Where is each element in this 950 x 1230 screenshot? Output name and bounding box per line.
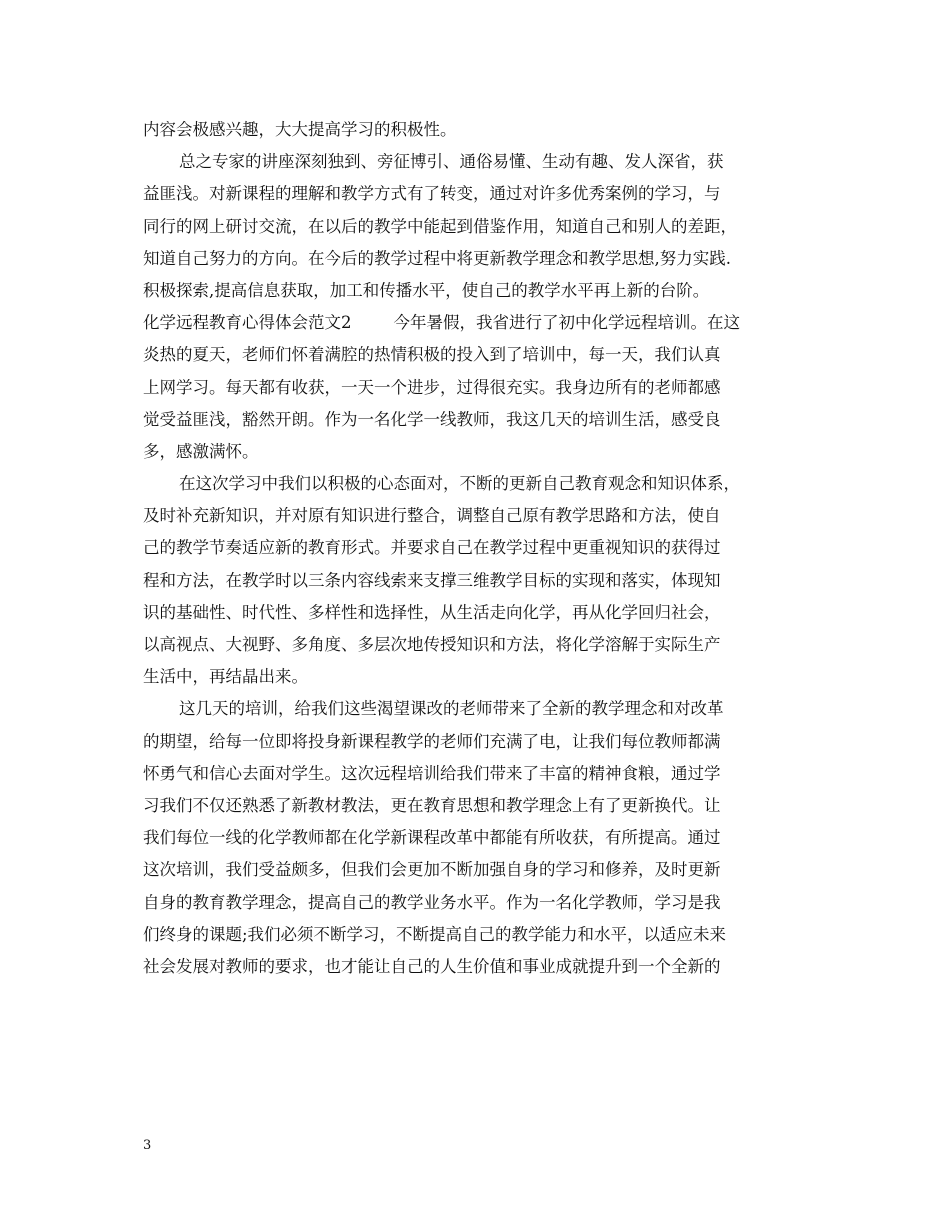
body-line: 这几天的培训，给我们这些渴望课改的老师带来了全新的教学理念和对改革: [179, 699, 724, 719]
body-line: 积极探索,提高信息获取，加工和传播水平，使自己的教学水平再上新的台阶。: [143, 280, 710, 300]
body-line: 以高视点、大视野、多角度、多层次地传授知识和方法，将化学溶解于实际生产: [143, 635, 721, 654]
body-line: 多，感激满怀。: [143, 441, 259, 461]
body-line-with-heading: [143, 307, 823, 339]
body-line: 总之专家的讲座深刻独到、旁征博引、通俗易懂、生动有趣、发人深省，获: [179, 152, 724, 172]
body-line: 内容会极感兴趣，大大提高学习的积极性。: [143, 120, 457, 139]
body-line: 觉受益匪浅，豁然开朗。作为一名化学一线教师，我这几天的培训生活，感受良: [143, 409, 721, 429]
body-line: 知道自己努力的方向。在今后的教学过程中将更新教学理念和教学思想,努力实践.: [143, 248, 731, 268]
body-line: 己的教学节奏适应新的教育形式。并要求自己在教学过程中更重视知识的获得过: [143, 538, 721, 558]
body-line: 自身的教育教学理念，提高自己的教学业务水平。作为一名化学教师，学习是我: [143, 892, 721, 912]
body-line: 这次培训，我们受益颇多，但我们会更加不断加强自身的学习和修养，及时更新: [143, 860, 721, 880]
body-line: 们终身的课题;我们必须不断学习，不断提高自己的教学能力和水平，以适应未来: [143, 924, 727, 944]
body-line: 在这次学习中我们以积极的心态面对，不断的更新自己教育观念和知识体系，: [179, 474, 740, 494]
body-line: 上网学习。每天都有收获，一天一个进步，过得很充实。我身边所有的老师都感: [143, 377, 721, 397]
body-line: 同行的网上研讨交流，在以后的教学中能起到借鉴作用，知道自己和别人的差距，: [143, 216, 737, 236]
body-line: 的期望，给每一位即将投身新课程教学的老师们充满了电，让我们每位教师都满: [143, 731, 721, 751]
document-body: [143, 114, 823, 983]
body-line: 程和方法，在教学时以三条内容线索来支撑三维教学目标的实现和落实，体现知: [143, 570, 721, 590]
body-line: 益匪浅。对新课程的理解和教学方式有了转变，通过对许多优秀案例的学习，与: [143, 184, 721, 204]
body-text: 今年暑假，我省进行了初中化学远程培训。在这: [393, 313, 740, 333]
body-line: 我们每位一线的化学教师都在化学新课程改革中都能有所收获，有所提高。通过: [143, 828, 721, 848]
body-line: 识的基础性、时代性、多样性和选择性，从生活走向化学，再从化学回归社会，: [143, 602, 721, 622]
body-line: 社会发展对教师的要求，也才能让自己的人生价值和事业成就提升到一个全新的: [143, 956, 721, 976]
body-line: 习我们不仅还熟悉了新教材教法，更在教育思想和教学理念上有了更新换代。让: [143, 795, 721, 815]
body-line: 怀勇气和信心去面对学生。这次远程培训给我们带来了丰富的精神食粮，通过学: [143, 763, 721, 783]
page-number: 3: [143, 1138, 152, 1153]
body-line: 及时补充新知识，并对原有知识进行整合，调整自己原有教学思路和方法，使自: [143, 506, 721, 526]
body-line: 生活中，再结晶出来。: [143, 667, 308, 687]
section-heading: 化学远程教育心得体会范文2: [143, 313, 352, 333]
body-line: 炎热的夏天，老师们怀着满腔的热情积极的投入到了培训中，每一天，我们认真: [143, 345, 721, 365]
